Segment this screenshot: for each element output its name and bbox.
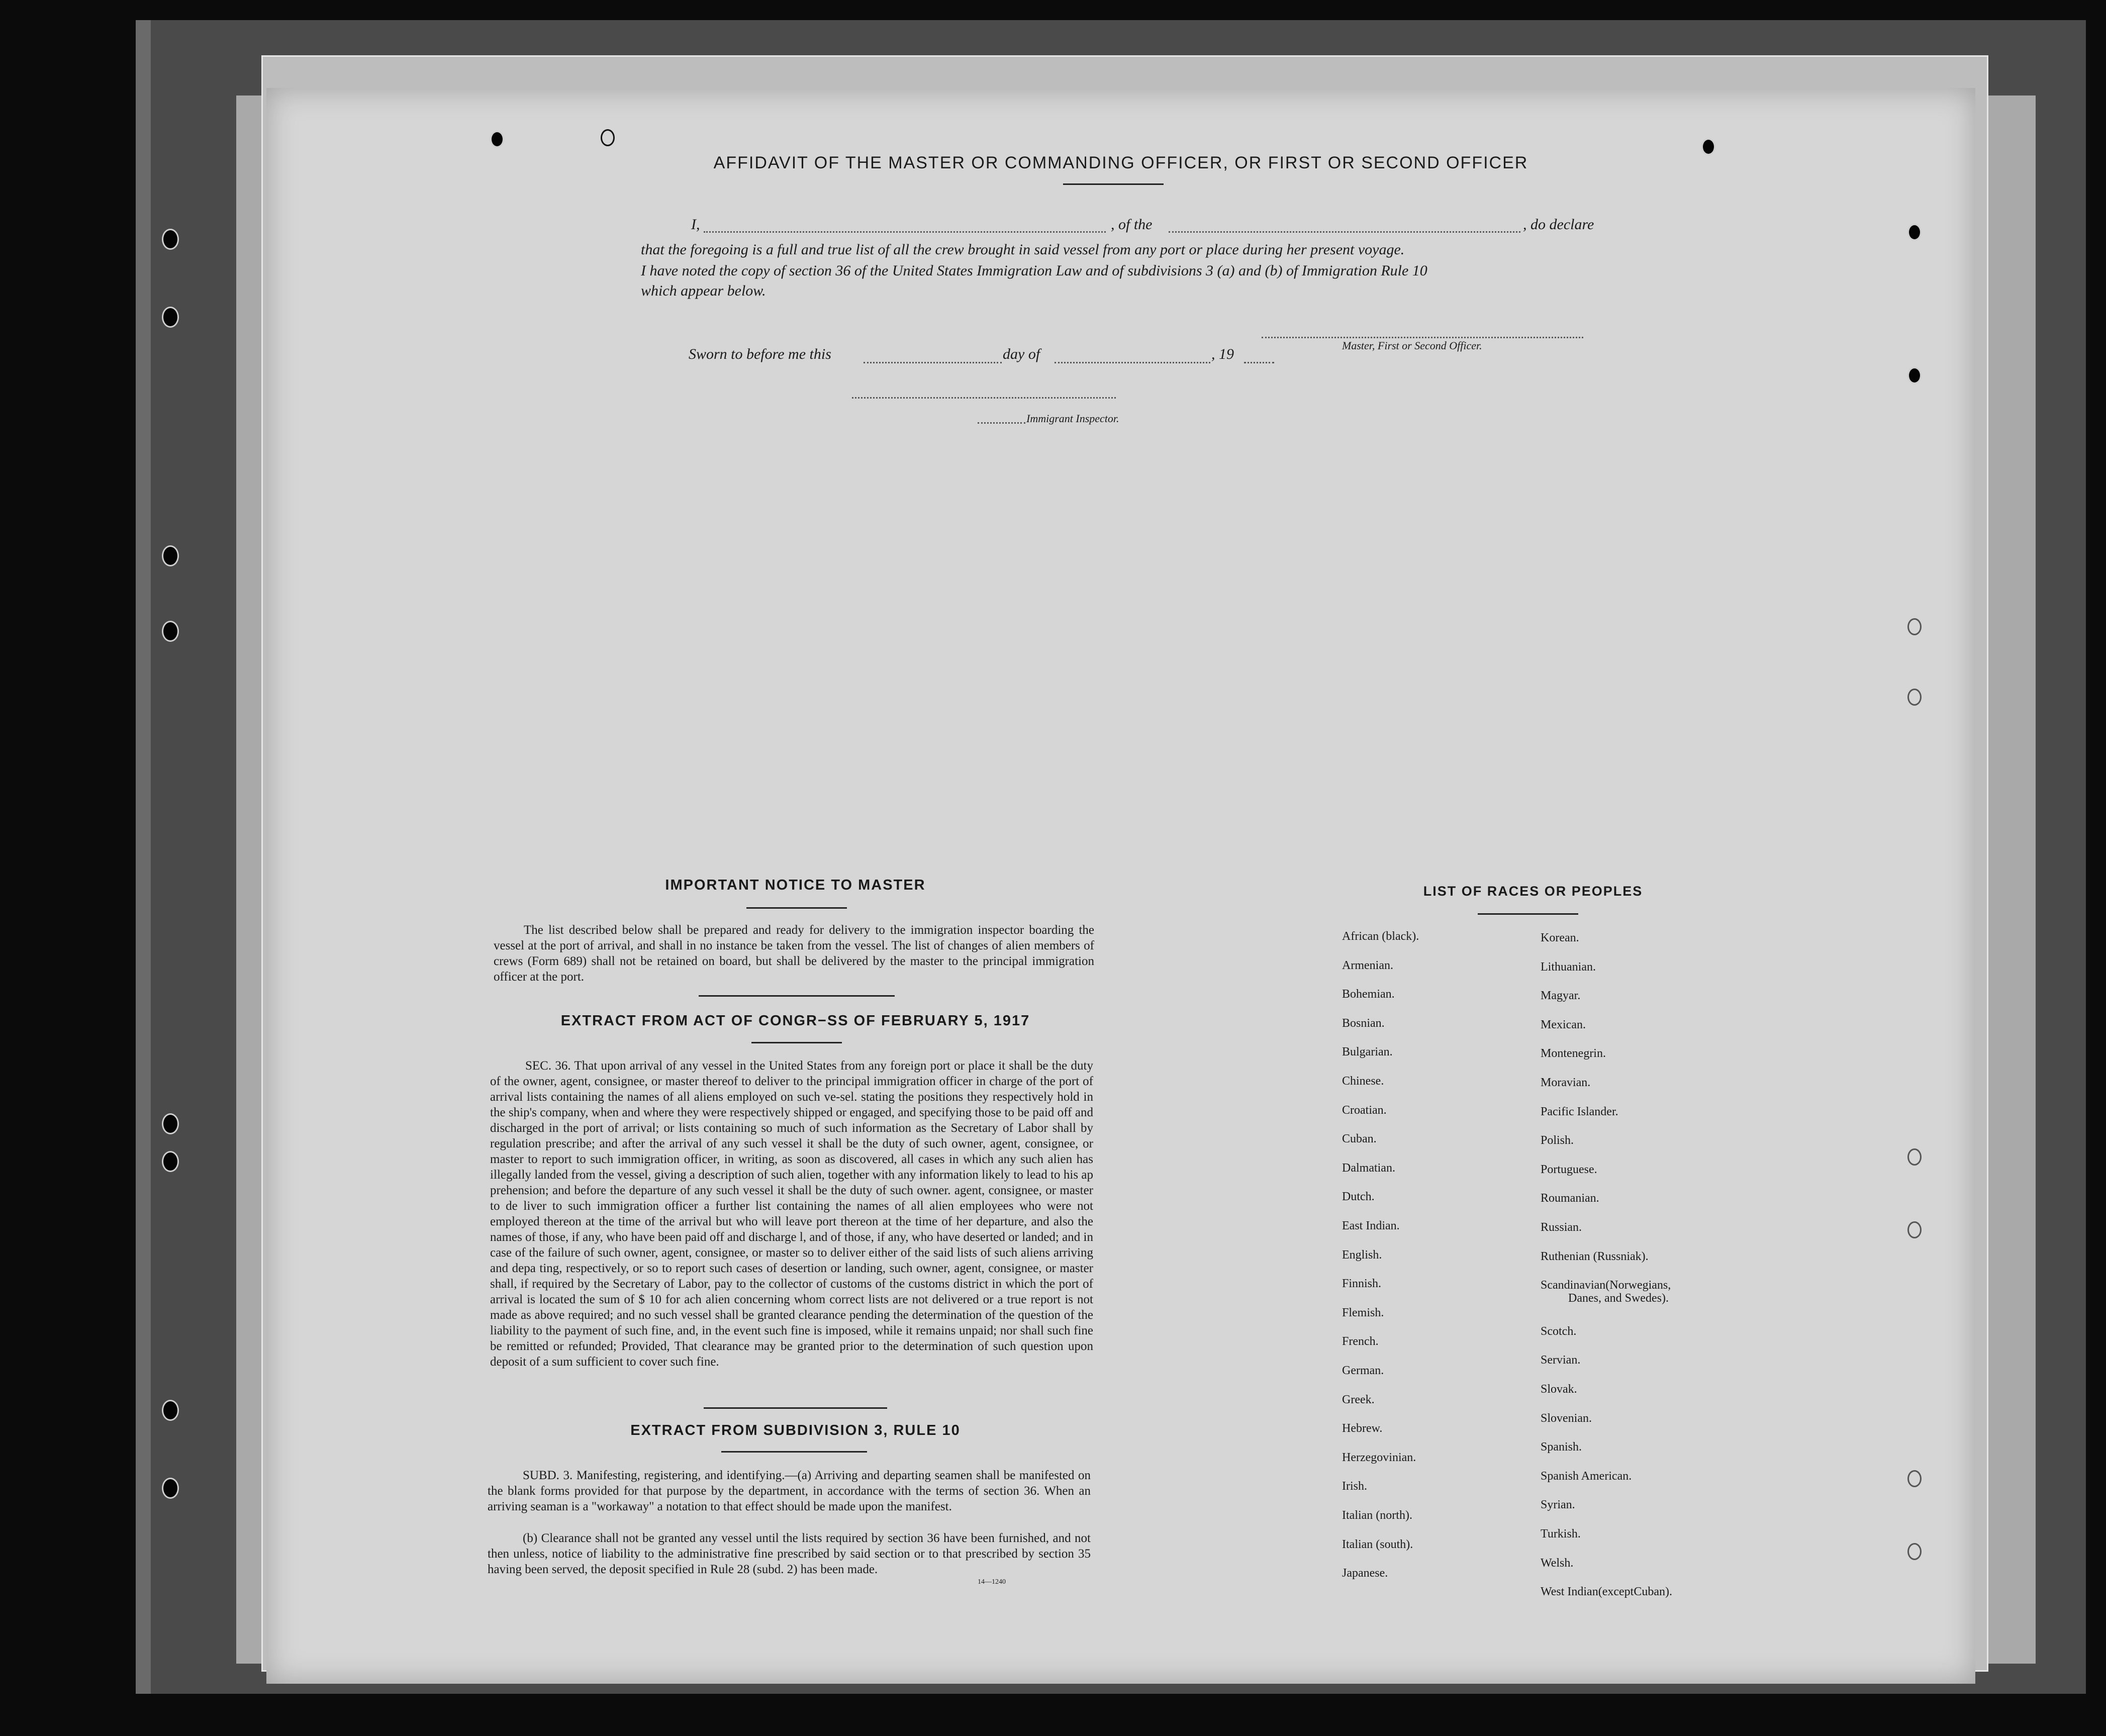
- punch-hole: [490, 131, 504, 148]
- affidavit-line2: that the foregoing is a full and true list of all the crew brought in said vessel from any port or place during her present voyage.: [641, 241, 1405, 258]
- master-label: Master, First or Second Officer.: [1342, 339, 1482, 352]
- race-item: Dutch.: [1342, 1190, 1375, 1204]
- race-item: Greek.: [1342, 1393, 1375, 1406]
- race-item: East Indian.: [1342, 1219, 1400, 1232]
- rule-rule: [721, 1451, 867, 1453]
- master-signature-blank[interactable]: [1262, 337, 1583, 338]
- race-item: Lithuanian.: [1541, 960, 1596, 974]
- race-item: Pacific Islander.: [1541, 1105, 1618, 1118]
- binder-hole: [162, 229, 179, 250]
- race-item: Bohemian.: [1342, 988, 1395, 1001]
- race-item: Roumanian.: [1541, 1192, 1599, 1205]
- binder-hole: [162, 1400, 179, 1421]
- affidavit-i: I,: [691, 216, 700, 233]
- act-rule: [751, 1042, 842, 1043]
- race-item: Moravian.: [1541, 1076, 1591, 1089]
- punch-hole: [1907, 1470, 1922, 1487]
- affidavit-line3: I have noted the copy of section 36 of the United States Immigration Law and of subdivisions 3 (a) and (b) of Immigration Rule 10: [641, 262, 1427, 279]
- act-heading: EXTRACT FROM ACT OF CONGR−SS OF FEBRUARY 5, 1917: [560, 1013, 1030, 1029]
- race-item: Armenian.: [1342, 958, 1393, 972]
- race-item: Spanish.: [1541, 1440, 1582, 1454]
- sworn-label: Sworn to before me this: [689, 346, 831, 362]
- binder-hole: [162, 1113, 179, 1134]
- punch-hole: [1907, 1543, 1922, 1560]
- day-of-label: day of: [1003, 346, 1040, 362]
- binder-hole: [162, 1478, 179, 1499]
- race-item: German.: [1342, 1364, 1384, 1377]
- punch-hole: [1907, 689, 1922, 706]
- notice-text: The list described below shall be prepared and ready for delivery to the immigration inspector boarding the vessel at the port of arrival, and shall in no instance be taken from the vessel. The list of changes of alien members of crews (Form 689) shall not be retained on board, but shall be delivered by the master to the principal immigration officer at the port.: [494, 923, 1094, 984]
- punch-hole: [1701, 138, 1715, 155]
- binder-hole: [162, 1151, 179, 1172]
- race-item: Mexican.: [1541, 1018, 1586, 1031]
- race-item: Syrian.: [1541, 1498, 1575, 1512]
- race-item: Hebrew.: [1342, 1422, 1383, 1435]
- name-blank[interactable]: [704, 231, 1106, 233]
- binder-hole: [162, 307, 179, 328]
- title-rule: [1063, 183, 1164, 185]
- act-text: SEC. 36. That upon arrival of any vessel in the United States from any foreign port or place it shall be the duty of the owner, agent, consignee, or master thereof to deliver to the principal immigration officer in charge of the port of arrival lists containing the names of all aliens employed on such ve-sel. stating the positions they respectively hold in the ship's company, when and where they were respectively shipped or engaged, and specifying those to be paid off and discharged in the port of arrival; or lists containing so much of such information as the Secretary of Labor shall by regulation prescribe; and after the arrival of any such vessel it shall be the duty of such owner, agent, consignee, or master to report to such immigration officer, in writing, as soon as discovered, all cases in which any such alien has illegally landed from the vessel, giving a description of such alien, together with any information likely to lead to his ap prehension; and before the departure of any such vessel it shall be the duty of such owner. agent, consignee, or master to de liver to such immigration officer a further list containing the names of all alien employees who were not employed thereon at the time of the arrival but who will leave port thereon at the time of her departure, and also the names of those, if any, who have been paid off and discharge l, and of those, if any, who have deserted or landed; and in case of the failure of such owner, agent, consignee, or master so to deliver either of the said lists of such aliens arriving and depa ting, respectively, or so to report such cases of desertion or landing, such owner, agent, consignee, or master shall, if required by the Secretary of Labor, pay to the collector of customs of the customs district in which the port of arrival is located the sum of $ 10 for ach alien concerning whom correct lists are not delivered or a true report is not made as above required; and no such vessel shall be granted clearance pending the determination of the question of the liability to the payment of such fine, and, in the event such fine is imposed, while it remains unpaid; nor shall such fine be remitted or refunded; Provided, That clearance may be granted prior to the determination of such question upon deposit of a sum sufficient to cover such fine.: [490, 1059, 1093, 1369]
- race-item: Slovak.: [1541, 1383, 1577, 1396]
- race-item: Ruthenian (Russniak).: [1541, 1249, 1649, 1263]
- form-number: 14—1240: [978, 1578, 1006, 1586]
- rule-heading: EXTRACT FROM SUBDIVISION 3, RULE 10: [630, 1422, 961, 1438]
- race-item: Welsh.: [1541, 1556, 1574, 1570]
- race-item: Italian (south).: [1342, 1537, 1413, 1551]
- race-item: Polish.: [1541, 1134, 1574, 1147]
- race-item: Irish.: [1342, 1480, 1367, 1493]
- rule-text-b: (b) Clearance shall not be granted any vessel until the lists required by section 36 have been furnished, and not then unless, notice of liability to the administrative fine prescribed by said section or to that prescribed by section 35 having been served, the deposit specified in Rule 28 (subd. 2) has been made.: [488, 1531, 1091, 1576]
- inspector-signature-blank[interactable]: [852, 397, 1116, 399]
- race-item: Scotch.: [1541, 1324, 1577, 1338]
- race-item: English.: [1342, 1248, 1382, 1262]
- race-item: Bosnian.: [1342, 1016, 1385, 1030]
- rule-text-a: SUBD. 3. Manifesting, registering, and identifying.—(a) Arriving and departing seamen shall be manifested on the blank forms provided for that purpose by the department, in accordance with the terms of section 36. When an arriving seaman is a "workaway" a notation to that effect should be made upon the manifest.: [488, 1469, 1091, 1513]
- race-item: French.: [1342, 1335, 1379, 1348]
- punch-hole: [1907, 618, 1922, 635]
- notice-bottom-rule: [699, 995, 895, 997]
- punch-hole: [601, 129, 615, 146]
- race-item: Cuban.: [1342, 1132, 1377, 1146]
- race-item: Croatian.: [1342, 1103, 1387, 1117]
- race-item: Scandinavian(Norwegians, Danes, and Swedes).: [1541, 1279, 1671, 1305]
- punch-hole: [1907, 367, 1922, 384]
- affidavit-line4: which appear below.: [641, 282, 766, 299]
- race-item: Russian.: [1541, 1221, 1582, 1234]
- inspector-lead-dots: [978, 422, 1025, 424]
- punch-hole: [1907, 1148, 1922, 1166]
- race-item: African (black).: [1342, 930, 1419, 943]
- vessel-blank[interactable]: [1169, 231, 1520, 233]
- race-item: Dalmatian.: [1342, 1161, 1395, 1175]
- race-item: Spanish American.: [1541, 1469, 1632, 1483]
- form-page: [266, 88, 1975, 1684]
- month-blank[interactable]: [1055, 362, 1210, 363]
- binder-hole: [162, 545, 179, 566]
- year-label: , 19: [1211, 346, 1234, 362]
- notice-heading: IMPORTANT NOTICE TO MASTER: [665, 877, 926, 893]
- race-item: Montenegrin.: [1541, 1047, 1606, 1060]
- race-item: Turkish.: [1541, 1527, 1581, 1540]
- notice-rule: [746, 907, 847, 909]
- day-blank[interactable]: [864, 362, 1002, 363]
- race-item: Bulgarian.: [1342, 1045, 1393, 1059]
- race-item: Servian.: [1541, 1354, 1581, 1367]
- affidavit-do-declare: , do declare: [1523, 216, 1594, 233]
- race-item: Finnish.: [1342, 1277, 1382, 1291]
- punch-hole: [1907, 1221, 1922, 1238]
- race-item: Chinese.: [1342, 1075, 1384, 1088]
- binder-hole: [162, 621, 179, 642]
- race-item: Flemish.: [1342, 1306, 1384, 1319]
- affidavit-of-the: , of the: [1111, 216, 1153, 233]
- race-item: Italian (north).: [1342, 1509, 1412, 1522]
- affidavit-title: AFFIDAVIT OF THE MASTER OR COMMANDING OFFICER, OR FIRST OR SECOND OFFICER: [713, 153, 1528, 172]
- races-rule: [1478, 913, 1578, 915]
- race-item: Korean.: [1541, 931, 1579, 944]
- race-item: Portuguese.: [1541, 1163, 1597, 1176]
- punch-hole: [1907, 224, 1922, 241]
- act-bottom-rule: [704, 1407, 887, 1409]
- race-item: Japanese.: [1342, 1567, 1388, 1580]
- race-item: West Indian(exceptCuban).: [1541, 1585, 1672, 1599]
- race-item: Herzegovinian.: [1342, 1451, 1416, 1464]
- race-item: Magyar.: [1541, 989, 1581, 1003]
- year-blank[interactable]: [1244, 362, 1274, 363]
- races-heading: LIST OF RACES OR PEOPLES: [1423, 884, 1643, 899]
- inspector-label: Immigrant Inspector.: [1026, 412, 1119, 425]
- race-item: Slovenian.: [1541, 1411, 1592, 1425]
